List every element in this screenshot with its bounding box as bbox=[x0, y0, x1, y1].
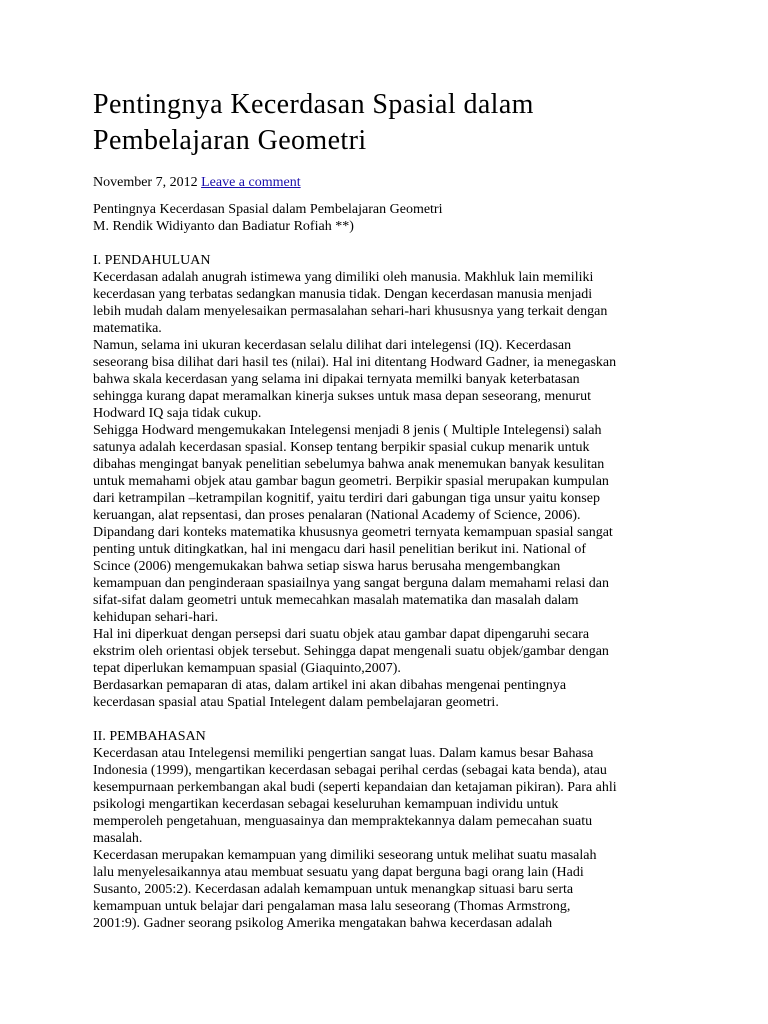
text-line: Hal ini diperkuat dengan persepsi dari suatu objek atau gambar dapat dipengaruhi secara bbox=[93, 627, 590, 642]
text-line: untuk memahami objek atau gambar bagun geometri. Berpikir spasial merupakan kumpulan bbox=[93, 474, 609, 489]
text-line: ekstrim oleh orientasi objek tersebut. Sehingga dapat mengenali suatu objek/gambar dengan bbox=[93, 644, 609, 659]
text-line: masalah. bbox=[93, 831, 143, 846]
text-line: dari ketrampilan –ketrampilan kognitif, yaitu terdiri dari gabungan tiga unsur yaitu konsep bbox=[93, 491, 600, 506]
text-line: Sehigga Hodward mengemukakan Intelegensi menjadi 8 jenis ( Multiple Intelegensi) salah bbox=[93, 423, 602, 438]
text-line: kehidupan sehari-hari. bbox=[93, 610, 219, 625]
text-line: Kecerdasan adalah anugrah istimewa yang dimiliki oleh manusia. Makhluk lain memiliki bbox=[93, 270, 594, 285]
text-line: kesempurnaan perkembangan akal budi (seperti kepandaian dan ketajaman pikiran). Para ahli bbox=[93, 780, 617, 795]
text-line: Indonesia (1999), mengartikan kecerdasan sebagai perihal cerdas (sebagai kata benda), atau bbox=[93, 763, 607, 778]
text-line: satunya adalah kecerdasan spasial. Konsep tentang berpikir spasial cukup menarik untuk bbox=[93, 440, 590, 455]
document-page bbox=[93, 87, 693, 932]
post-meta bbox=[93, 174, 693, 191]
text-line: Kecerdasan atau Intelegensi memiliki pengertian sangat luas. Dalam kamus besar Bahasa bbox=[93, 746, 594, 761]
text-line: Scince (2006) mengemukakan bahwa setiap siswa harus berusaha mengembangkan bbox=[93, 559, 561, 574]
text-line: bahwa skala kecerdasan yang selama ini dipakai ternyata memilki banyak keterbatasan bbox=[93, 372, 580, 387]
text-line: sehingga kurang dapat meramalkan kinerja sukses untuk masa depan seseorang, menurut bbox=[93, 389, 592, 404]
text-line: kemampuan dan penginderaan spasiailnya yang sangat berguna dalam memahami relasi dan bbox=[93, 576, 610, 591]
text-line: lalu menyelesaikannya atau membuat sesuatu yang dapat berguna bagi orang lain (Hadi bbox=[93, 865, 584, 880]
post-date: November 7, 2012 bbox=[93, 175, 198, 190]
text-line: 2001:9). Gadner seorang psikolog Amerika mengatakan bahwa kecerdasan adalah bbox=[93, 916, 553, 931]
text-line: Dipandang dari konteks matematika khususnya geometri ternyata kemampuan spasial sangat bbox=[93, 525, 613, 540]
text-line: Namun, selama ini ukuran kecerdasan selalu dilihat dari intelegensi (IQ). Kecerdasan bbox=[93, 338, 572, 353]
text-line: kecerdasan yang terbatas sedangkan manusia tidak. Dengan kecerdasan manusia menjadi bbox=[93, 287, 593, 302]
paragraph-gap bbox=[93, 235, 693, 252]
text-line: sifat-sifat dalam geometri untuk memecahkan masalah matematika dan masalah dalam bbox=[93, 593, 579, 608]
text-line: M. Rendik Widiyanto dan Badiatur Rofiah **) bbox=[93, 219, 354, 234]
text-line: Pentingnya Kecerdasan Spasial dalam Pembelajaran Geometri bbox=[93, 202, 443, 217]
article-title bbox=[93, 87, 693, 159]
text-line: tepat diperlukan kemampuan spasial (Giaquinto,2007). bbox=[93, 661, 401, 676]
text-line: matematika. bbox=[93, 321, 162, 336]
article-title-line-2: Pembelajaran Geometri bbox=[93, 125, 367, 156]
leave-comment-link[interactable]: Leave a comment bbox=[201, 175, 301, 190]
paragraph-gap bbox=[93, 711, 693, 728]
text-line: I. PENDAHULUAN bbox=[93, 253, 211, 268]
text-line: kecerdasan spasial atau Spatial Intelegent dalam pembelajaran geometri. bbox=[93, 695, 499, 710]
text-line: Hodward IQ saja tidak cukup. bbox=[93, 406, 262, 421]
text-line: dibahas mengingat banyak penelitian sebelumya bahwa anak menemukan banyak kesulitan bbox=[93, 457, 605, 472]
text-line: seseorang bisa dilihat dari hasil tes (nilai). Hal ini ditentang Hodward Gadner, ia menegaskan bbox=[93, 355, 617, 370]
section-pendahuluan bbox=[93, 252, 693, 711]
article-title-line-1: Pentingnya Kecerdasan Spasial dalam bbox=[93, 89, 534, 120]
section-pembahasan bbox=[93, 728, 693, 932]
text-line: II. PEMBAHASAN bbox=[93, 729, 206, 744]
text-line: Berdasarkan pemaparan di atas, dalam artikel ini akan dibahas mengenai pentingnya bbox=[93, 678, 567, 693]
text-line: kemampuan untuk belajar dari pengalaman masa lalu seseorang (Thomas Armstrong, bbox=[93, 899, 571, 914]
intro-block bbox=[93, 201, 693, 235]
text-line: memperoleh pengetahuan, menguasainya dan mempraktekannya dalam pemecahan suatu bbox=[93, 814, 593, 829]
text-line: Susanto, 2005:2). Kecerdasan adalah kemampuan untuk menangkap situasi baru serta bbox=[93, 882, 574, 897]
text-line: Kecerdasan merupakan kemampuan yang dimiliki seseorang untuk melihat suatu masalah bbox=[93, 848, 597, 863]
text-line: penting untuk ditingkatkan, hal ini mengacu dari hasil penelitian berikut ini. National of bbox=[93, 542, 586, 557]
text-line: lebih mudah dalam menyelesaikan permasalahan sehari-hari khususnya yang terkait dengan bbox=[93, 304, 608, 319]
text-line: psikologi mengartikan kecerdasan sebagai keseluruhan kemampuan individu untuk bbox=[93, 797, 559, 812]
text-line: keruangan, alat repsentasi, dan proses penalaran (National Academy of Science, 2006). bbox=[93, 508, 581, 523]
